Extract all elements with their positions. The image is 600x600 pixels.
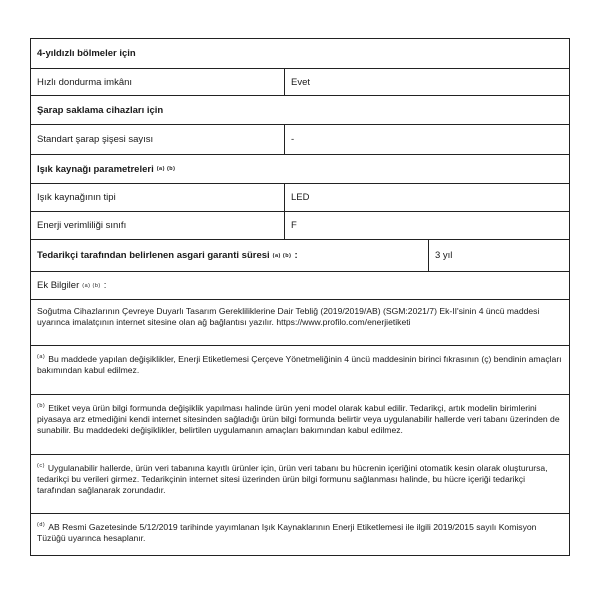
footnote-a-text: Bu maddede yapılan değişiklikler, Enerji Etiketlemesi Çerçeve Yönetmeliğinin 4 üncü maddesinin birinci fıkrasının (ç) bendinin amaçları bakımından kabul edilmez. xyxy=(37,353,562,376)
extra-info-text: Soğutma Cihazlarının Çevreye Duyarlı Tasarım Gerekliliklerine Dair Tebliğ (2019/2019/AB) (SGM:2021/7) Ek-II'sinin 4 üncü maddesi uyarınca imalatçının internet sitesine olan ağ bağlantısı yazılır. https://www.profilo.com/enerjietiketi xyxy=(37,306,540,328)
table-row-extra-info xyxy=(31,272,569,300)
footnote-b xyxy=(31,395,569,454)
footnote-d-text: AB Resmi Gazetesinde 5/12/2019 tarihinde yayımlanan Işık Kaynaklarının Enerji Etiketlemesi ile ilgili 2019/2015 sayılı Komisyon Tüzüğü uyarınca hesaplanır. xyxy=(37,521,537,544)
energy-class-label: Enerji verimliliği sınıfı xyxy=(31,212,285,239)
extra-info-label-cell xyxy=(31,272,569,299)
light-type-label: Işık kaynağının tipi xyxy=(31,184,285,211)
light-heading-footnote-ref: (a) (b) xyxy=(156,166,176,172)
table-row-wine-bottles xyxy=(31,125,569,155)
warranty-label-cell xyxy=(31,240,429,271)
footnote-a-marker: (a) xyxy=(37,354,46,360)
light-heading: Işık kaynağı parametreleri xyxy=(37,163,154,175)
table-row-light-heading xyxy=(31,155,569,184)
warranty-footnote-ref: (a) (b) xyxy=(272,252,292,259)
footnote-d xyxy=(31,514,569,555)
table-row-light-type xyxy=(31,184,569,212)
table-row-quick-freeze xyxy=(31,69,569,96)
table-row-note-c xyxy=(31,455,569,514)
warranty-label: Tedarikçi tarafından belirlenen asgari garanti süresi xyxy=(37,250,270,261)
table-row-warranty xyxy=(31,240,569,272)
energy-class-value: F xyxy=(291,220,297,231)
table-row-note-b xyxy=(31,395,569,455)
product-info-sheet xyxy=(30,38,570,556)
table-row-energy-class xyxy=(31,212,569,240)
footnote-b-text: Etiket veya ürün bilgi formunda değişiklik yapılması halinde ürün yeni model olarak kabul edilir. Tedarikçi, artık modelin birimlerini piyasaya arz etmediğini kendi internet sitesinden sağladığı ürün bilgi formunda belirtir veya uygulanabilir hallerde veri tabanı üzerinden de sunabilir. Bu maddedeki değişiklikler, belirtilen uygulamanın amaçları bakımından kabul edilmez. xyxy=(37,402,560,436)
quick-freeze-label: Hızlı dondurma imkânı xyxy=(31,69,285,95)
table-row-note-a xyxy=(31,346,569,395)
quick-freeze-value: Evet xyxy=(291,76,311,88)
wine-heading: Şarap saklama cihazları için xyxy=(37,104,164,116)
extra-info-label: Ek Bilgiler xyxy=(37,280,80,291)
light-type-value: LED xyxy=(291,192,310,203)
extra-info-footnote-ref: (a) (b) xyxy=(82,282,101,289)
warranty-colon: : xyxy=(294,250,298,261)
wine-bottles-label: Standart şarap şişesi sayısı xyxy=(31,125,285,154)
footnote-b-marker: (b) xyxy=(37,403,46,409)
table-row-wine-heading xyxy=(31,96,569,125)
footnote-c-marker: (c) xyxy=(37,463,45,469)
wine-bottles-value: - xyxy=(291,134,295,145)
table-row-four-star-heading xyxy=(31,39,569,69)
four-star-heading: 4-yıldızlı bölmeler için xyxy=(37,48,136,59)
footnote-d-marker: (d) xyxy=(37,522,46,528)
footnote-c xyxy=(31,455,569,513)
warranty-value: 3 yıl xyxy=(435,250,453,261)
footnote-c-text: Uygulanabilir hallerde, ürün veri tabanına kayıtlı ürünler için, ürün veri tabanı bu hücrenin içeriğini otomatik kesin olarak oluşturursa, tedarikçi bu verileri girmez. Tedarikçinin internet sitesi üzerinden ürün bilgi formunu sağlanması halinde, bu hücre içeriği tedarikçi tarafından sağlanarak zorundadır. xyxy=(37,462,548,496)
extra-info-colon: : xyxy=(103,280,107,291)
light-heading-cell xyxy=(31,155,569,183)
table-row-note-d xyxy=(31,514,569,556)
table-row-extra-info-text xyxy=(31,300,569,346)
footnote-a xyxy=(31,346,569,394)
